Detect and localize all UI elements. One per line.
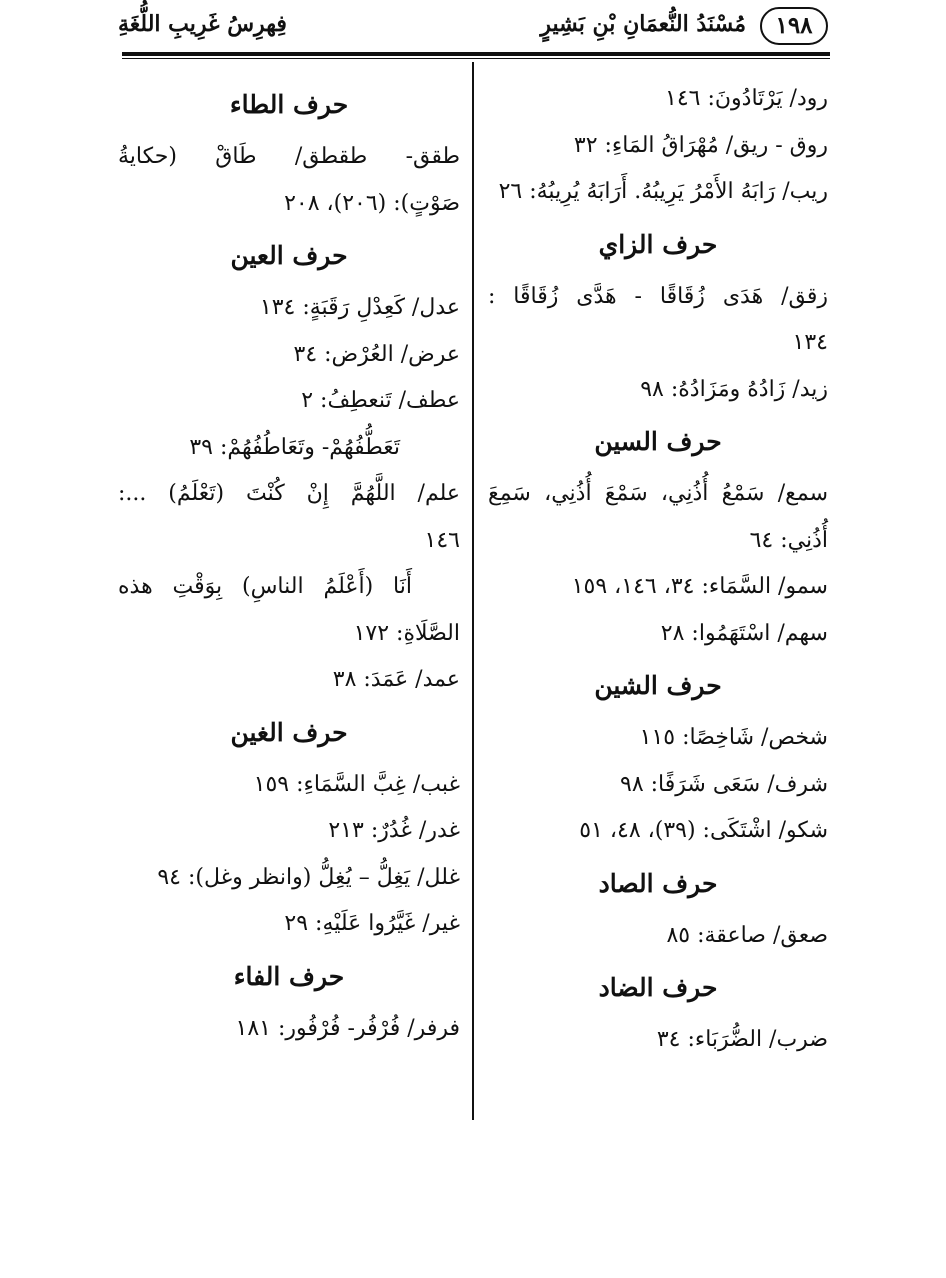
section-heading: حرف الطاء	[229, 90, 349, 119]
index-entry: سمو/ السَّمَاء: ٣٤، ١٤٦، ١٥٩	[571, 574, 828, 599]
index-entry: ريب/ رَابَهُ الأَمْرُ يَرِيبُهُ. أَرَابَهُ يُرِيبُهُ: ٢٦	[498, 179, 828, 204]
index-entry: ضرب/ الضُّرَبَاء: ٣٤	[656, 1027, 828, 1052]
index-entry: غلل/ يَغِلُّ – يُغِلُّ (وانظر وغل): ٩٤	[157, 864, 460, 890]
index-entry: زقق/ هَدَى زُقَاقًا - هَدَّى زُقَاقًا :	[488, 283, 828, 309]
section-heading: حرف الصاد	[598, 868, 718, 898]
index-entry: غدر/ غُدُرٌ: ٢١٣	[328, 818, 460, 843]
section-heading: حرف العين	[230, 241, 348, 270]
left-column	[118, 76, 460, 1052]
index-entry: ١٤٦	[424, 527, 460, 553]
index-entry: غبب/ غِبَّ السَّمَاءِ: ١٥٩	[253, 771, 460, 797]
column-divider	[472, 62, 474, 1120]
header-rule	[122, 52, 830, 56]
section-heading: حرف الشين	[594, 671, 722, 700]
index-entry: غير/ غَيَّرُوا عَلَيْهِ: ٢٩	[284, 911, 460, 936]
header-rule-thin	[122, 58, 830, 59]
section-heading: حرف الزاي	[598, 229, 718, 259]
section-heading: حرف السين	[594, 427, 722, 456]
index-entry: شخص/ شَاخِصًا: ١١٥	[639, 725, 828, 750]
index-entry: صعق/ صاعقة: ٨٥	[666, 922, 828, 948]
index-title: فِهرِسُ غَرِيبِ اللُّغَةِ	[118, 11, 287, 37]
index-entry: علم/ اللَّهُمَّ إِنْ كُنْتَ (تَعْلَمُ) ...:	[118, 481, 460, 506]
book-title: مُسْنَدُ النُّعمَانِ بْنِ بَشِيرٍ	[540, 11, 746, 37]
index-entry: شكو/ اشْتَكَى: (٣٩)، ٤٨، ٥١	[579, 818, 828, 843]
section-heading: حرف الفاء	[233, 961, 345, 991]
section-heading: حرف الغين	[230, 717, 348, 747]
index-entry: الصَّلَاةِ: ١٧٢	[353, 620, 460, 646]
index-entry: طقق- طقطق/ طَاقْ (حكايةُ	[118, 144, 460, 169]
index-entry: ١٣٤	[792, 330, 828, 355]
index-entry: روق - ريق/ مُهْرَاقُ المَاءِ: ٣٢	[573, 132, 828, 158]
index-entry: فرفر/ فُرْفُر- فُرْفُور: ١٨١	[235, 1015, 460, 1041]
index-entry: عرض/ العُرْض: ٣٤	[293, 341, 460, 367]
index-entry: أَنَا (أَعْلَمُ الناسِ) بِوَقْتِ هذه	[118, 574, 412, 599]
index-entry: صَوْتٍ): (٢٠٦)، ٢٠٨	[284, 190, 460, 216]
index-entry: سمع/ سَمْعُ أُذُنِي، سَمْعَ أُذُنِي، سَمِعَ	[488, 481, 828, 506]
index-entry: عمد/ عَمَدَ: ٣٨	[332, 667, 460, 692]
page-header	[118, 0, 828, 52]
index-entry: عطف/ تَنعطِفُ: ٢	[301, 388, 460, 413]
page-number-badge: ١٩٨	[760, 7, 828, 45]
index-entry: عدل/ كَعِدْلِ رَقَبَةٍ: ١٣٤	[259, 295, 460, 320]
index-entry: زيد/ زَادُهُ ومَزَادُهُ: ٩٨	[640, 376, 828, 402]
index-entry: رود/ يَرْتَادُونَ: ١٤٦	[665, 86, 828, 111]
index-entry: شرف/ سَعَى شَرَفًا: ٩٨	[620, 771, 828, 797]
right-column	[488, 76, 828, 1064]
index-entry: سهم/ اسْتَهَمُوا: ٢٨	[660, 620, 828, 646]
index-entry: تَعَطُّفُهُمْ- وتَعَاطُفُهُمْ: ٣٩	[189, 434, 400, 460]
section-heading: حرف الضاد	[598, 973, 718, 1002]
index-entry: أُذُنِي: ٦٤	[749, 527, 828, 553]
